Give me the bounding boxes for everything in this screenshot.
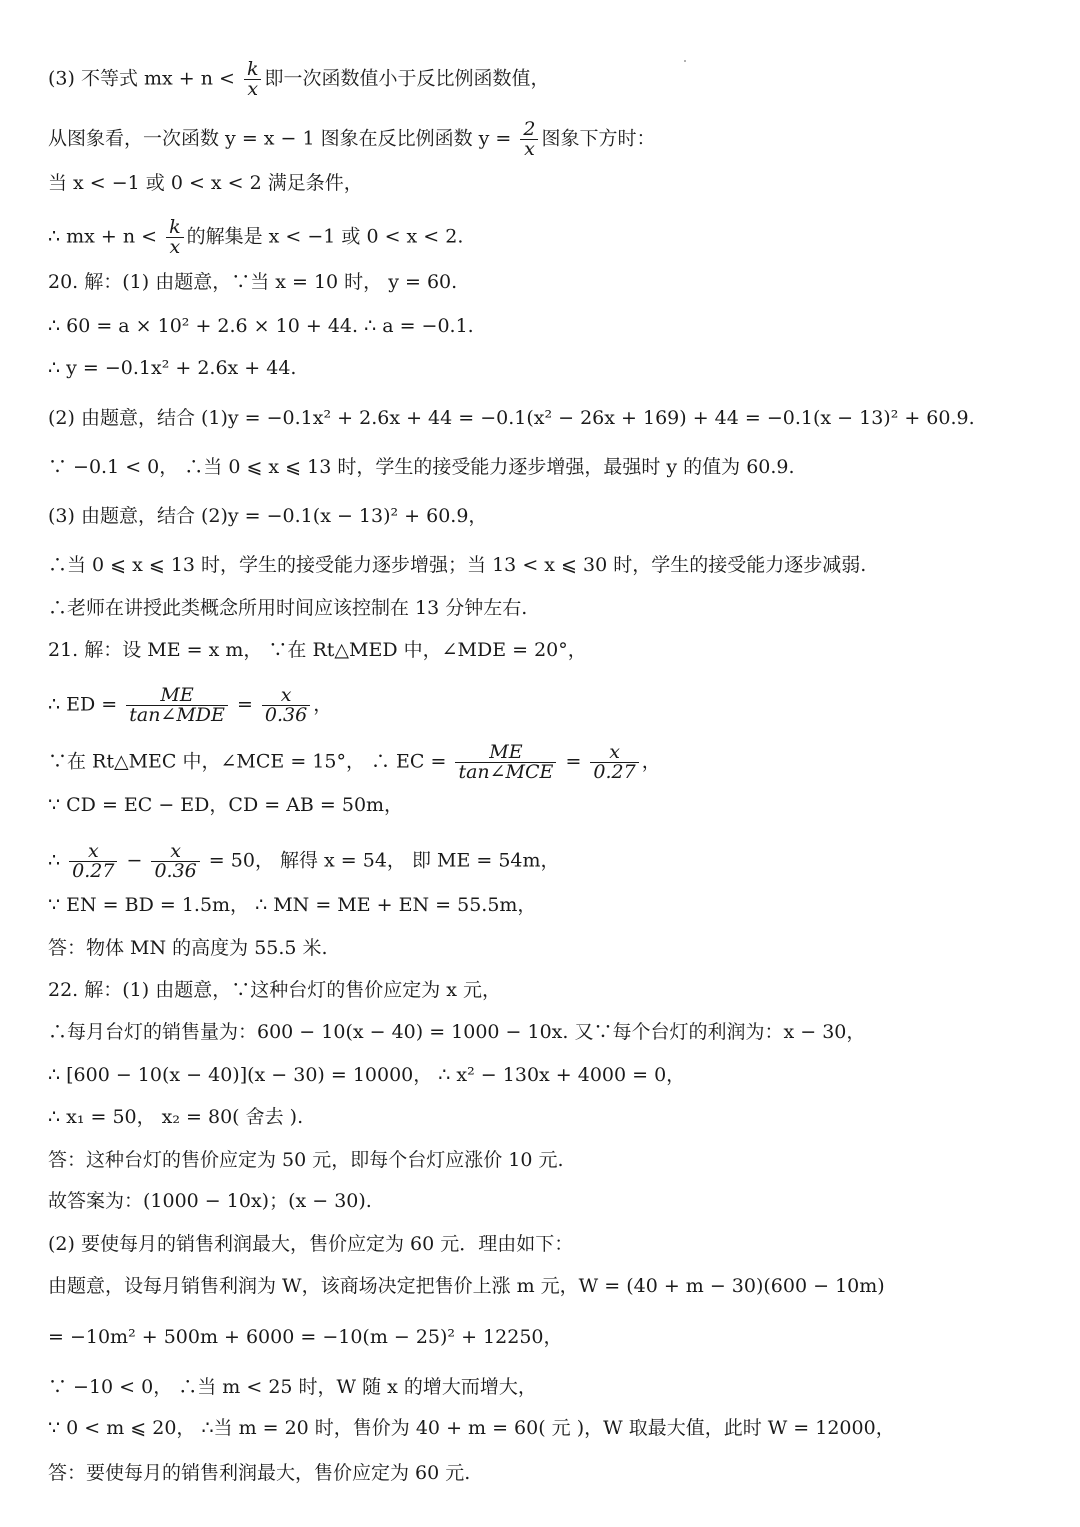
text-run: ∴ x₁ = 50， x₂ = 80( 舍去 ). <box>48 1106 304 1128</box>
text-run: = <box>559 750 588 773</box>
text-run: ∵ EN = BD = 1.5m， ∴ MN = ME + EN = 55.5m， <box>48 894 537 916</box>
text-run: ∴老师在讲授此类概念所用时间应该控制在 13 分钟左右. <box>48 597 528 619</box>
text-run: 答：这种台灯的售价应定为 50 元，即每个台灯应涨价 10 元. <box>48 1149 564 1171</box>
fraction <box>244 60 262 99</box>
text-run: ∵ 0 < m ⩽ 20， ∴当 m = 20 时，售价为 40 + m = 60( 元 )，W 取最大值，此时 W = 12000， <box>48 1417 895 1439</box>
text-line <box>48 405 1050 431</box>
text-line <box>48 1415 1050 1441</box>
text-run: 即一次函数值小于反比例函数值， <box>264 67 550 90</box>
text-run: 当 x < −1 或 0 < x < 2 满足条件， <box>48 172 363 194</box>
text-run: ∴ ED = <box>48 693 124 716</box>
text-run: 图象下方时： <box>541 127 656 150</box>
text-line <box>48 1062 1050 1088</box>
text-line <box>48 1147 1050 1173</box>
text-run: = −10m² + 500m + 6000 = −10(m − 25)² + 12250， <box>48 1326 563 1348</box>
fraction <box>520 120 538 159</box>
text-line <box>48 120 1050 159</box>
fraction <box>166 218 184 257</box>
fraction-numerator: k <box>244 60 262 80</box>
fraction-numerator: x <box>590 743 638 763</box>
text-run: ∵ −0.1 < 0， ∴当 0 ⩽ x ⩽ 13 时，学生的接受能力逐步增强，最强时 y 的值为 60.9. <box>48 456 795 478</box>
text-run: (2) 要使每月的销售利润最大，售价应定为 60 元．理由如下： <box>48 1233 574 1255</box>
fraction-numerator: ME <box>455 743 556 763</box>
text-line <box>48 743 1050 782</box>
text-line <box>48 454 1050 480</box>
text-run: 故答案为：(1000 − 10x)；(x − 30). <box>48 1190 372 1212</box>
text-run: = 50， 解得 x = 54， 即 ME = 54m， <box>202 849 560 872</box>
text-run: − <box>120 849 149 872</box>
text-line <box>48 503 1050 529</box>
text-run: ， <box>313 693 333 716</box>
fraction <box>126 686 228 725</box>
text-run: ∵ CD = EC − ED，CD = AB = 50m， <box>48 794 404 816</box>
fraction-denominator: tan∠MCE <box>458 761 554 783</box>
text-line <box>48 842 1050 881</box>
text-run: ， <box>641 750 661 773</box>
text-line <box>48 1374 1050 1400</box>
text-line <box>48 1104 1050 1130</box>
text-run: 由题意，设每月销售利润为 W，该商场决定把售价上涨 m 元，W = (40 + m − 30)(600 − 10m) <box>48 1275 885 1297</box>
fraction <box>262 686 310 725</box>
text-run: 答：要使每月的销售利润最大，售价应定为 60 元. <box>48 1462 471 1484</box>
fraction-numerator: x <box>69 842 117 862</box>
fraction-denominator: 0.36 <box>154 860 197 882</box>
fraction-denominator: 0.36 <box>264 704 308 726</box>
text-line <box>48 977 1050 1003</box>
fraction <box>151 842 199 881</box>
text-line <box>48 892 1050 918</box>
text-line <box>48 792 1050 818</box>
text-line <box>48 595 1050 621</box>
text-run: (2) 由题意，结合 (1)y = −0.1x² + 2.6x + 44 = −0.1(x² − 26x + 169) + 44 = −0.1(x − 13)² + 60.9. <box>48 407 975 429</box>
text-run: ∴ y = −0.1x² + 2.6x + 44. <box>48 357 297 379</box>
fraction <box>69 842 117 881</box>
text-run: 答：物体 MN 的高度为 55.5 米. <box>48 937 328 959</box>
text-line <box>48 218 1050 257</box>
text-run: ∴ <box>48 849 67 872</box>
text-line <box>48 686 1050 725</box>
text-run: (3) 不等式 mx + n < <box>48 67 241 90</box>
text-line <box>48 355 1050 381</box>
text-run: ∴ [600 − 10(x − 40)](x − 30) = 10000， ∴ x² − 130x + 4000 = 0， <box>48 1064 686 1086</box>
fraction <box>455 743 556 782</box>
text-line <box>48 637 1050 663</box>
fraction-denominator: x <box>169 236 181 258</box>
text-run: ∵在 Rt△MEC 中，∠MCE = 15°， ∴ EC = <box>48 750 453 773</box>
text-run: 从图象看，一次函数 y = x − 1 图象在反比例函数 y = <box>48 127 518 150</box>
text-line <box>48 935 1050 961</box>
text-line <box>48 1460 1050 1486</box>
text-run: ∴当 0 ⩽ x ⩽ 13 时，学生的接受能力逐步增强；当 13 < x ⩽ 30 时，学生的接受能力逐步减弱. <box>48 554 867 576</box>
text-run: ∴ mx + n < <box>48 225 164 248</box>
fraction-numerator: k <box>166 218 184 238</box>
text-run: ∴ 60 = a × 10² + 2.6 × 10 + 44. ∴ a = −0.1. <box>48 315 474 337</box>
text-line <box>48 1188 1050 1214</box>
text-line <box>48 170 1050 196</box>
text-run: = <box>230 693 259 716</box>
text-line <box>48 313 1050 339</box>
text-line <box>48 60 1050 99</box>
fraction-denominator: 0.27 <box>72 860 115 882</box>
fraction-numerator: x <box>262 686 310 706</box>
text-line <box>48 1019 1050 1045</box>
text-run: ∴每月台灯的销售量为：600 − 10(x − 40) = 1000 − 10x. 又∵每个台灯的利润为：x − 30， <box>48 1021 866 1043</box>
text-run: ∵ −10 < 0， ∴当 m < 25 时，W 随 x 的增大而增大， <box>48 1376 537 1398</box>
fraction-numerator: ME <box>126 686 228 706</box>
text-run: (3) 由题意，结合 (2)y = −0.1(x − 13)² + 60.9， <box>48 505 488 527</box>
text-line <box>48 269 1050 295</box>
text-line <box>48 1273 1050 1299</box>
fraction <box>590 743 638 782</box>
text-run: 21. 解：设 ME = x m， ∵在 Rt△MED 中，∠MDE = 20°， <box>48 639 587 661</box>
fraction-numerator: 2 <box>520 120 538 140</box>
text-line <box>48 1324 1050 1350</box>
text-run: 22. 解：(1) 由题意，∵这种台灯的售价应定为 x 元， <box>48 979 502 1001</box>
text-line <box>48 552 1050 578</box>
fraction-denominator: x <box>524 138 535 160</box>
fraction-denominator: tan∠MDE <box>129 704 225 726</box>
fraction-numerator: x <box>151 842 199 862</box>
fraction-denominator: x <box>247 78 259 100</box>
text-line <box>48 1231 1050 1257</box>
text-run: 的解集是 x < −1 或 0 < x < 2. <box>186 225 464 248</box>
text-run: 20. 解：(1) 由题意，∵当 x = 10 时， y = 60. <box>48 271 458 293</box>
fraction-denominator: 0.27 <box>593 761 636 783</box>
